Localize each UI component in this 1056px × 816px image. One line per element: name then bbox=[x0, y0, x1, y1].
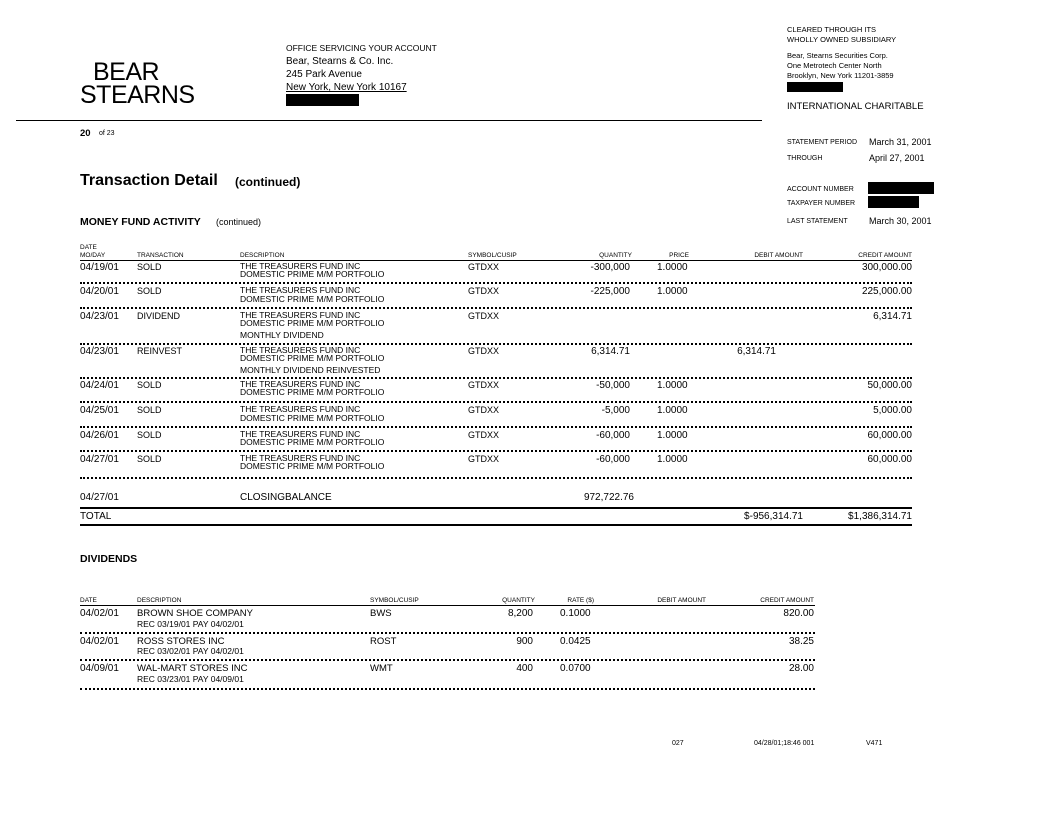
div-row-quantity: 8,200 bbox=[507, 608, 533, 619]
redaction-block bbox=[286, 94, 359, 106]
row-divider bbox=[80, 343, 912, 345]
total-rule-top bbox=[80, 507, 912, 509]
div-row-date: 04/09/01 bbox=[80, 663, 119, 674]
row-description-1: THE TREASURERS FUND INC bbox=[240, 429, 361, 439]
page-number: 20 bbox=[80, 128, 91, 139]
row-description-2: DOMESTIC PRIME M/M PORTFOLIO bbox=[240, 269, 385, 279]
col-price: PRICE bbox=[669, 252, 689, 259]
row-divider bbox=[80, 688, 815, 690]
row-divider bbox=[80, 632, 815, 634]
money-fund-continued: (continued) bbox=[216, 217, 262, 227]
div-col-symbol: SYMBOL/CUSIP bbox=[370, 597, 419, 604]
closing-date: 04/27/01 bbox=[80, 492, 119, 503]
row-symbol: GTDXX bbox=[468, 311, 500, 321]
row-quantity: -300,000 bbox=[590, 262, 630, 273]
div-row-description-2: REC 03/02/01 PAY 04/02/01 bbox=[137, 646, 244, 656]
row-price: 1.0000 bbox=[657, 405, 688, 416]
div-row-quantity: 900 bbox=[516, 636, 533, 647]
row-debit: 6,314.71 bbox=[737, 346, 776, 357]
row-description-2: DOMESTIC PRIME M/M PORTFOLIO bbox=[240, 461, 385, 471]
row-symbol: GTDXX bbox=[468, 454, 500, 464]
div-col-quantity: QUANTITY bbox=[502, 597, 535, 604]
row-transaction: REINVEST bbox=[137, 346, 183, 356]
last-statement-value: March 30, 2001 bbox=[869, 216, 932, 226]
row-date: 04/26/01 bbox=[80, 430, 119, 441]
div-row-credit: 820.00 bbox=[783, 608, 814, 619]
row-divider bbox=[80, 477, 912, 479]
row-symbol: GTDXX bbox=[468, 380, 500, 390]
row-description-3: MONTHLY DIVIDEND bbox=[240, 330, 324, 340]
row-transaction: SOLD bbox=[137, 262, 162, 272]
account-number-label: ACCOUNT NUMBER bbox=[787, 186, 854, 193]
div-col-rate: RATE ($) bbox=[567, 597, 594, 604]
row-description-1: THE TREASURERS FUND INC bbox=[240, 404, 361, 414]
col-symbol: SYMBOL/CUSIP bbox=[468, 252, 517, 259]
row-divider bbox=[80, 307, 912, 309]
row-date: 04/24/01 bbox=[80, 380, 119, 391]
row-divider bbox=[80, 450, 912, 452]
row-symbol: GTDXX bbox=[468, 286, 500, 296]
row-date: 04/19/01 bbox=[80, 262, 119, 273]
footer-code: 027 bbox=[672, 740, 684, 747]
row-transaction: SOLD bbox=[137, 405, 162, 415]
row-description-2: DOMESTIC PRIME M/M PORTFOLIO bbox=[240, 413, 385, 423]
page-title-continued: (continued) bbox=[235, 175, 301, 189]
redaction-block bbox=[868, 196, 919, 208]
total-debit: $-956,314.71 bbox=[744, 511, 803, 522]
div-row-description-1: ROSS STORES INC bbox=[137, 636, 225, 647]
header-rule bbox=[16, 120, 762, 121]
statement-period-label: STATEMENT PERIOD bbox=[787, 139, 858, 146]
div-row-credit: 28.00 bbox=[788, 663, 814, 674]
div-row-rate: 0.0425 bbox=[560, 636, 591, 647]
through-value: April 27, 2001 bbox=[869, 153, 925, 163]
footer-timestamp: 04/28/01;18:46 001 bbox=[754, 740, 815, 747]
footer-version: V471 bbox=[866, 740, 883, 747]
col-transaction: TRANSACTION bbox=[137, 252, 184, 259]
row-description-1: THE TREASURERS FUND INC bbox=[240, 453, 361, 463]
row-transaction: SOLD bbox=[137, 430, 162, 440]
row-credit: 5,000.00 bbox=[873, 405, 912, 416]
office-name: Bear, Stearns & Co. Inc. bbox=[286, 56, 394, 67]
account-name: INTERNATIONAL CHARITABLE bbox=[787, 101, 924, 112]
div-col-credit: CREDIT AMOUNT bbox=[760, 597, 814, 604]
total-credit: $1,386,314.71 bbox=[848, 511, 912, 522]
total-rule-bottom bbox=[80, 524, 912, 526]
clearing-line1: CLEARED THROUGH ITS bbox=[787, 25, 877, 34]
office-street: 245 Park Avenue bbox=[286, 69, 362, 80]
row-symbol: GTDXX bbox=[468, 430, 500, 440]
logo-line2: STEARNS bbox=[80, 81, 195, 109]
div-row-date: 04/02/01 bbox=[80, 608, 119, 619]
row-transaction: SOLD bbox=[137, 380, 162, 390]
row-divider bbox=[80, 282, 912, 284]
redaction-block bbox=[787, 82, 843, 92]
div-col-debit: DEBIT AMOUNT bbox=[657, 597, 706, 604]
row-symbol: GTDXX bbox=[468, 262, 500, 272]
redaction-block bbox=[868, 182, 934, 194]
total-label: TOTAL bbox=[80, 511, 112, 522]
row-transaction: SOLD bbox=[137, 286, 162, 296]
row-price: 1.0000 bbox=[657, 262, 688, 273]
table-header-rule bbox=[80, 260, 912, 261]
row-divider bbox=[80, 377, 912, 379]
row-credit: 300,000.00 bbox=[861, 262, 912, 273]
closing-label: CLOSINGBALANCE bbox=[240, 492, 332, 503]
row-price: 1.0000 bbox=[657, 430, 688, 441]
page-title: Transaction Detail bbox=[80, 172, 218, 189]
row-quantity: -225,000 bbox=[590, 286, 630, 297]
div-row-description-1: BROWN SHOE COMPANY bbox=[137, 608, 253, 619]
div-row-quantity: 400 bbox=[516, 663, 533, 674]
row-date: 04/27/01 bbox=[80, 454, 119, 465]
row-description-1: THE TREASURERS FUND INC bbox=[240, 345, 361, 355]
row-quantity: -50,000 bbox=[596, 380, 630, 391]
row-credit: 50,000.00 bbox=[867, 380, 912, 391]
div-row-date: 04/02/01 bbox=[80, 636, 119, 647]
row-description-2: DOMESTIC PRIME M/M PORTFOLIO bbox=[240, 437, 385, 447]
col-quantity: QUANTITY bbox=[599, 252, 632, 259]
row-credit: 60,000.00 bbox=[867, 454, 912, 465]
row-symbol: GTDXX bbox=[468, 346, 500, 356]
row-description-1: THE TREASURERS FUND INC bbox=[240, 285, 361, 295]
div-row-credit: 38.25 bbox=[788, 636, 814, 647]
office-city: New York, New York 10167 bbox=[286, 82, 407, 93]
row-date: 04/23/01 bbox=[80, 311, 119, 322]
taxpayer-number-label: TAXPAYER NUMBER bbox=[787, 200, 856, 207]
page-of: of 23 bbox=[99, 130, 115, 137]
row-date: 04/20/01 bbox=[80, 286, 119, 297]
logo-line1: BEAR bbox=[93, 58, 160, 86]
div-header-rule bbox=[80, 605, 815, 606]
col-debit: DEBIT AMOUNT bbox=[754, 252, 803, 259]
row-description-2: DOMESTIC PRIME M/M PORTFOLIO bbox=[240, 353, 385, 363]
div-row-description-1: WAL-MART STORES INC bbox=[137, 663, 248, 674]
col-date-top: DATE bbox=[80, 244, 97, 251]
row-transaction: DIVIDEND bbox=[137, 311, 181, 321]
row-description-2: DOMESTIC PRIME M/M PORTFOLIO bbox=[240, 387, 385, 397]
clearing-city: Brooklyn, New York 11201-3859 bbox=[787, 71, 894, 80]
col-description: DESCRIPTION bbox=[240, 252, 285, 259]
div-row-symbol: ROST bbox=[370, 636, 397, 647]
col-credit: CREDIT AMOUNT bbox=[858, 252, 912, 259]
row-description-1: THE TREASURERS FUND INC bbox=[240, 261, 361, 271]
row-symbol: GTDXX bbox=[468, 405, 500, 415]
money-fund-heading: MONEY FUND ACTIVITY bbox=[80, 216, 201, 228]
dividends-heading: DIVIDENDS bbox=[80, 553, 138, 565]
div-row-symbol: WMT bbox=[370, 663, 393, 674]
row-quantity: -5,000 bbox=[601, 405, 630, 416]
office-label: OFFICE SERVICING YOUR ACCOUNT bbox=[286, 43, 437, 53]
row-description-2: DOMESTIC PRIME M/M PORTFOLIO bbox=[240, 318, 385, 328]
div-col-description: DESCRIPTION bbox=[137, 597, 182, 604]
clearing-name: Bear, Stearns Securities Corp. bbox=[787, 51, 888, 60]
row-quantity: -60,000 bbox=[596, 430, 630, 441]
row-credit: 60,000.00 bbox=[867, 430, 912, 441]
div-row-description-2: REC 03/19/01 PAY 04/02/01 bbox=[137, 619, 244, 629]
row-price: 1.0000 bbox=[657, 286, 688, 297]
row-description-2: DOMESTIC PRIME M/M PORTFOLIO bbox=[240, 294, 385, 304]
div-col-date: DATE bbox=[80, 597, 97, 604]
clearing-street: One Metrotech Center North bbox=[787, 61, 882, 70]
statement-period-value: March 31, 2001 bbox=[869, 137, 932, 147]
row-price: 1.0000 bbox=[657, 454, 688, 465]
div-row-rate: 0.0700 bbox=[560, 663, 591, 674]
row-transaction: SOLD bbox=[137, 454, 162, 464]
div-row-description-2: REC 03/23/01 PAY 04/09/01 bbox=[137, 674, 244, 684]
row-credit: 225,000.00 bbox=[861, 286, 912, 297]
div-row-rate: 0.1000 bbox=[560, 608, 591, 619]
row-date: 04/23/01 bbox=[80, 346, 119, 357]
row-credit: 6,314.71 bbox=[873, 311, 912, 322]
row-quantity: -60,000 bbox=[596, 454, 630, 465]
closing-quantity: 972,722.76 bbox=[583, 492, 634, 503]
through-label: THROUGH bbox=[787, 155, 823, 162]
row-description-1: THE TREASURERS FUND INC bbox=[240, 379, 361, 389]
row-divider bbox=[80, 401, 912, 403]
div-row-symbol: BWS bbox=[370, 608, 392, 619]
row-description-1: THE TREASURERS FUND INC bbox=[240, 310, 361, 320]
row-date: 04/25/01 bbox=[80, 405, 119, 416]
row-divider bbox=[80, 426, 912, 428]
clearing-line2: WHOLLY OWNED SUBSIDIARY bbox=[787, 35, 897, 44]
row-quantity: 6,314.71 bbox=[591, 346, 630, 357]
row-price: 1.0000 bbox=[657, 380, 688, 391]
last-statement-label: LAST STATEMENT bbox=[787, 218, 848, 225]
row-description-3: MONTHLY DIVIDEND REINVESTED bbox=[240, 365, 381, 375]
row-divider bbox=[80, 659, 815, 661]
col-date: MO/DAY bbox=[80, 252, 106, 259]
